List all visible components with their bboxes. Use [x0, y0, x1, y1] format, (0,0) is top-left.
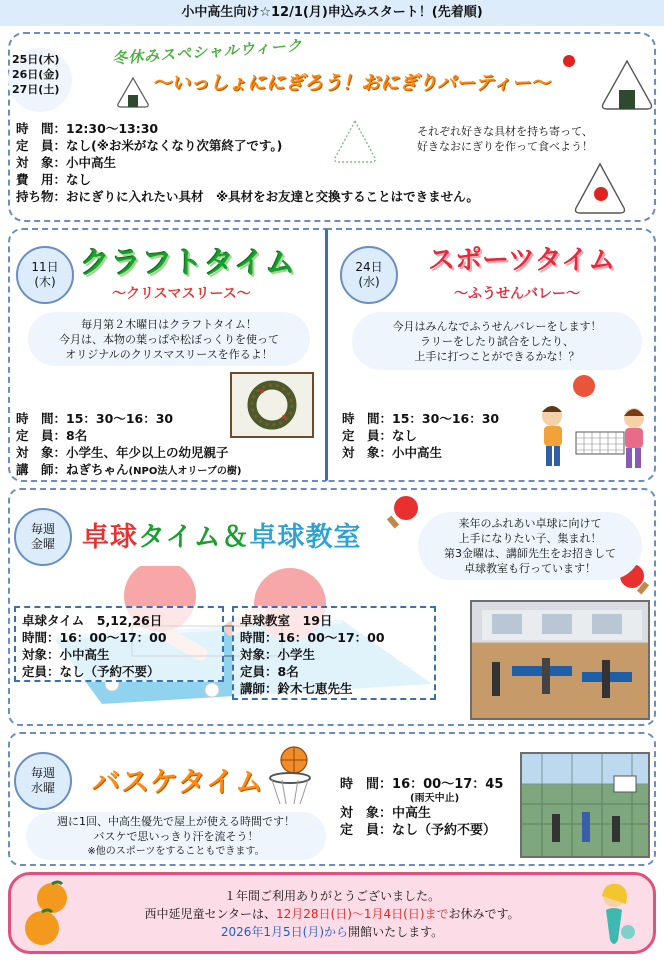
sports-speech	[352, 312, 642, 370]
paddle-icon	[384, 494, 420, 530]
info-label: 時 間	[16, 121, 54, 136]
winter-subtitle: 冬休みスペシャルウィーク	[111, 36, 304, 68]
craft-info	[16, 410, 241, 480]
info-label: 対 象	[340, 806, 380, 821]
wreath-icon	[244, 377, 300, 433]
info-label: 対 象	[342, 445, 380, 460]
pingpong-time-box	[14, 606, 224, 682]
balloon-volleyball-illustration	[536, 372, 652, 476]
speech-line: オリジナルのクリスマスリースを作るよ！	[65, 347, 273, 361]
basketball-speech	[26, 812, 326, 860]
info-note: (NPO法人オリーブの樹)	[128, 466, 242, 477]
day-weekday: (木)	[34, 275, 56, 289]
info-label: 対 象	[16, 445, 54, 460]
box-row: 定員：8名	[240, 664, 299, 679]
info-value: 15：30〜16：30	[66, 411, 174, 426]
box-row: 対象：小学生	[240, 647, 316, 662]
box-row: 時間：16：00〜17：00	[240, 630, 385, 645]
day-number: 11日	[31, 260, 59, 274]
craft-subtitle: 〜クリスマスリース〜	[112, 286, 251, 302]
info-row: 定 員：なし(※お米がなくなり次第終了です。)	[16, 138, 283, 153]
day-weekday: 金曜	[30, 537, 55, 551]
info-row: 時 間：12:30〜13:30	[16, 121, 159, 136]
date-26: 26日(金)	[12, 68, 60, 81]
info-row: 対 象：小中高生	[16, 155, 117, 170]
mermaid-icon	[588, 880, 640, 950]
box-heading: 卓球タイム 5,12,26日	[22, 613, 163, 628]
speech-line: 上手に打つことができるかな！？	[414, 349, 580, 363]
info-label: 持ち物	[16, 189, 54, 204]
info-value: なし（予約不要）	[392, 823, 497, 838]
notice-line: １年間ご利用ありがとうございました。	[223, 889, 440, 903]
info-value: なし	[66, 172, 92, 187]
info-row: 対 象：小中高生	[342, 445, 443, 460]
info-label: 費 用	[16, 172, 54, 187]
info-row: 定 員：なし	[342, 428, 418, 443]
box-row: 定員：なし（予約不要）	[22, 664, 160, 679]
info-label: 定 員	[16, 428, 54, 443]
info-row: 対 象：小学生、年少以上の幼児親子	[16, 445, 229, 460]
info-label: 講 師	[16, 462, 54, 477]
notice-text: お休みです。	[448, 907, 520, 921]
info-value: 15：30〜16：30	[392, 411, 500, 426]
speech-line: 第3金曜は、講師先生をお招きして	[444, 547, 616, 560]
reopen-date: 2026年1月5日(月)から	[220, 925, 349, 939]
onigiri-icon	[572, 160, 628, 216]
closure-dates: 12月28日(日)〜1月4日(日)まで	[275, 907, 449, 921]
sports-info	[342, 410, 499, 461]
info-value: 12:30〜13:30	[66, 121, 159, 136]
info-value: 小中高生	[66, 155, 117, 170]
info-value: なし	[392, 428, 418, 443]
sports-title: スポーツタイム	[428, 245, 616, 276]
pingpong-class-box	[232, 606, 436, 700]
day-weekday: (水)	[358, 275, 380, 289]
info-value: ねぎちゃん	[66, 462, 129, 477]
info-row: 時 間：15：30〜16：30	[342, 411, 500, 426]
info-value: 小学生、年少以上の幼児親子	[66, 445, 229, 460]
day-number: 毎週	[30, 766, 55, 780]
speech-line: バスケで思いっきり汗を流そう！	[93, 829, 259, 843]
pingpong-day-badge	[14, 508, 72, 566]
craft-day-badge	[16, 246, 74, 304]
onigiri-icon	[116, 76, 150, 108]
basket-day-badge	[14, 752, 72, 810]
info-value: 8名	[66, 428, 88, 443]
title-part: 卓球	[82, 522, 138, 553]
info-value: 小中高生	[392, 445, 443, 460]
speech-line: 好きなおにぎりを作って食べよう！	[417, 140, 593, 153]
info-label: 定 員	[16, 138, 54, 153]
gym-scene-icon	[472, 602, 650, 720]
info-label: 定 員	[340, 823, 380, 838]
craft-title: クラフトタイム	[80, 246, 297, 281]
pingpong-title	[82, 515, 361, 554]
info-label: 時 間	[340, 777, 380, 792]
speech-line: 卓球教室も行っています！	[464, 562, 596, 575]
rooftop-scene-icon	[522, 754, 650, 858]
winter-dates	[8, 48, 72, 112]
box-row: 時間：16：00〜17：00	[22, 630, 167, 645]
speech-line: 今月は、本物の葉っぱや松ぼっくりを使って	[59, 332, 279, 346]
info-row: 費 用：なし	[16, 172, 92, 187]
speech-line: 週に1回、中高生優先で屋上が使える時間です！	[57, 814, 295, 828]
notice-text: 西中延児童センターは、	[144, 907, 276, 921]
winter-speech	[380, 118, 630, 160]
date-25: 25日(木)	[12, 53, 60, 66]
pingpong-speech	[418, 512, 642, 580]
info-value: なし(※お米がなくなり次第終了です。)	[66, 138, 283, 153]
info-value: おにぎりに入れたい具材 ※具材をお友達と交換することはできません。	[66, 189, 479, 204]
craft-speech	[28, 312, 310, 366]
box-heading: 卓球教室 19日	[240, 613, 333, 628]
sports-day-badge	[340, 246, 398, 304]
title-part: タイム＆	[138, 522, 250, 553]
day-weekday: 水曜	[30, 781, 55, 795]
info-label: 対 象	[16, 155, 54, 170]
sports-subtitle: 〜ふうせんバレー〜	[454, 286, 580, 302]
info-row: 時 間：16：00〜17：45	[340, 777, 504, 792]
day-number: 24日	[355, 260, 383, 274]
info-label: 定 員	[342, 428, 380, 443]
info-row: 講 師：ねぎちゃん(NPO法人オリーブの樹)	[16, 462, 242, 477]
title-part: 卓球教室	[249, 522, 362, 553]
box-row: 対象：小中高生	[22, 647, 110, 662]
box-row: 講師：鈴木七恵先生	[240, 681, 353, 696]
info-value: 中高生	[392, 806, 432, 821]
info-row: 定 員：8名	[16, 428, 88, 443]
date-27: 27日(土)	[12, 83, 60, 96]
basketball-title: バスケタイム	[92, 765, 265, 798]
info-row: 持ち物：おにぎりに入れたい具材 ※具材をお友達と交換することはできません。	[16, 189, 479, 204]
speech-line: 毎月第２木曜日はクラフトタイム！	[81, 317, 257, 331]
speech-line: 上手になりたい子、集まれ！	[458, 532, 602, 545]
speech-note: ※他のスポーツをすることもできます。	[87, 845, 265, 857]
info-row: 定 員：なし（予約不要）	[340, 823, 497, 838]
header-banner: 小中高生向け☆12/1(月)申込みスタート！(先着順)	[0, 0, 664, 26]
day-number: 毎週	[30, 522, 55, 536]
gym-photo	[470, 600, 650, 720]
info-row: (雨天中止)	[410, 793, 460, 804]
info-row: 時 間：15：30〜16：30	[16, 411, 174, 426]
info-value: 16：00〜17：45	[392, 777, 504, 792]
speech-line: 今月はみんなでふうせんバレーをします！	[392, 319, 602, 333]
speech-line: それぞれ好きな具材を持ち寄って、	[417, 125, 593, 138]
onigiri-icon	[600, 58, 654, 112]
speech-line: 来年のふれあい卓球に向けて	[458, 517, 602, 530]
closure-notice	[8, 872, 656, 954]
notice-line	[11, 905, 653, 923]
notice-line	[11, 923, 653, 941]
info-label: 時 間	[342, 411, 380, 426]
speech-line: ラリーをしたり試合をしたり、	[420, 334, 574, 348]
basketball-hoop-icon	[262, 744, 318, 808]
umeboshi-icon	[562, 54, 576, 68]
winter-title: 〜いっしょににぎろう！おにぎりパーティー〜	[152, 72, 550, 94]
info-row: 対 象：中高生	[340, 806, 432, 821]
basketball-info	[340, 776, 503, 839]
notice-text: 開館いたします。	[348, 925, 444, 939]
rooftop-photo	[520, 752, 650, 858]
orange-icon	[22, 880, 74, 950]
wreath-photo	[230, 372, 314, 438]
info-label: 時 間	[16, 411, 54, 426]
